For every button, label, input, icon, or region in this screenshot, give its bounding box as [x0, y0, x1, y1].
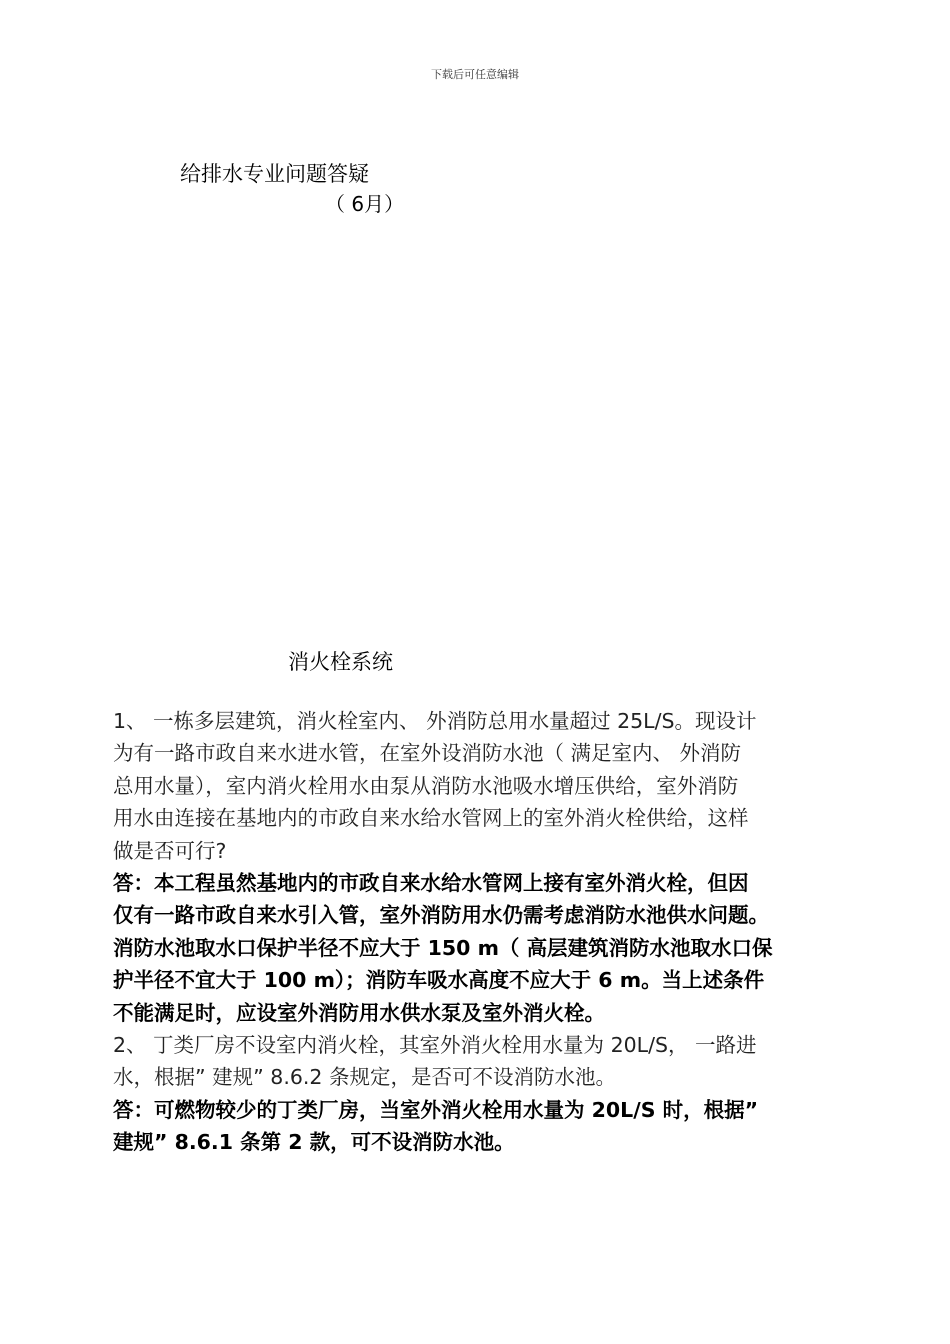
question-2 — [113, 1029, 853, 1094]
question-line: 为有一路市政自来水进水管，在室外设消防水池（ 满足室内、 外消防 — [113, 741, 742, 766]
answer-line: 不能满足时，应设室外消防用水供水泵及室外消火栓。 — [113, 1000, 605, 1025]
answer-line: 答：可燃物较少的丁类厂房，当室外消火栓用水量为 20L/S 时，根据” — [113, 1097, 759, 1122]
answer-line: 消防水池取水口保护半径不应大于 150 m（ 高层建筑消防水池取水口保 — [113, 935, 773, 960]
question-line: 用水由连接在基地内的市政自来水给水管网上的室外消火栓供给，这样 — [113, 806, 749, 831]
header-note: 下载后可任意编辑 — [431, 68, 519, 81]
question-line: 1、 一栋多层建筑，消火栓室内、 外消防总用水量超过 25L/S。现设计 — [113, 709, 757, 733]
answer-1 — [113, 867, 853, 1029]
document-subtitle: （ 6月） — [325, 192, 405, 216]
answer-line: 答：本工程虽然基地内的市政自来水给水管网上接有室外消火栓，但因 — [113, 871, 749, 896]
answer-line: 护半径不宜大于 100 m）；消防车吸水高度不应大于 6 m。当上述条件 — [113, 968, 765, 993]
question-1 — [113, 705, 853, 867]
question-line: 做是否可行? — [113, 838, 227, 863]
answer-2 — [113, 1094, 853, 1159]
answer-line: 仅有一路市政自来水引入管，室外消防用水仍需考虑消防水池供水问题。 — [113, 903, 769, 928]
qa-block — [113, 705, 853, 1159]
answer-line: 建规” 8.6.1 条第 2 款，可不设消防水池。 — [113, 1130, 515, 1155]
document-title: 给排水专业问题答疑 — [180, 162, 369, 186]
section-title: 消火栓系统 — [288, 650, 393, 674]
question-line: 水，根据” 建规” 8.6.2 条规定，是否可不设消防水池。 — [113, 1065, 616, 1090]
question-line: 总用水量），室内消火栓用水由泵从消防水池吸水增压供给，室外消防 — [113, 773, 739, 798]
question-line: 2、 丁类厂房不设室内消火栓，其室外消火栓用水量为 20L/S， 一路进 — [113, 1033, 757, 1058]
